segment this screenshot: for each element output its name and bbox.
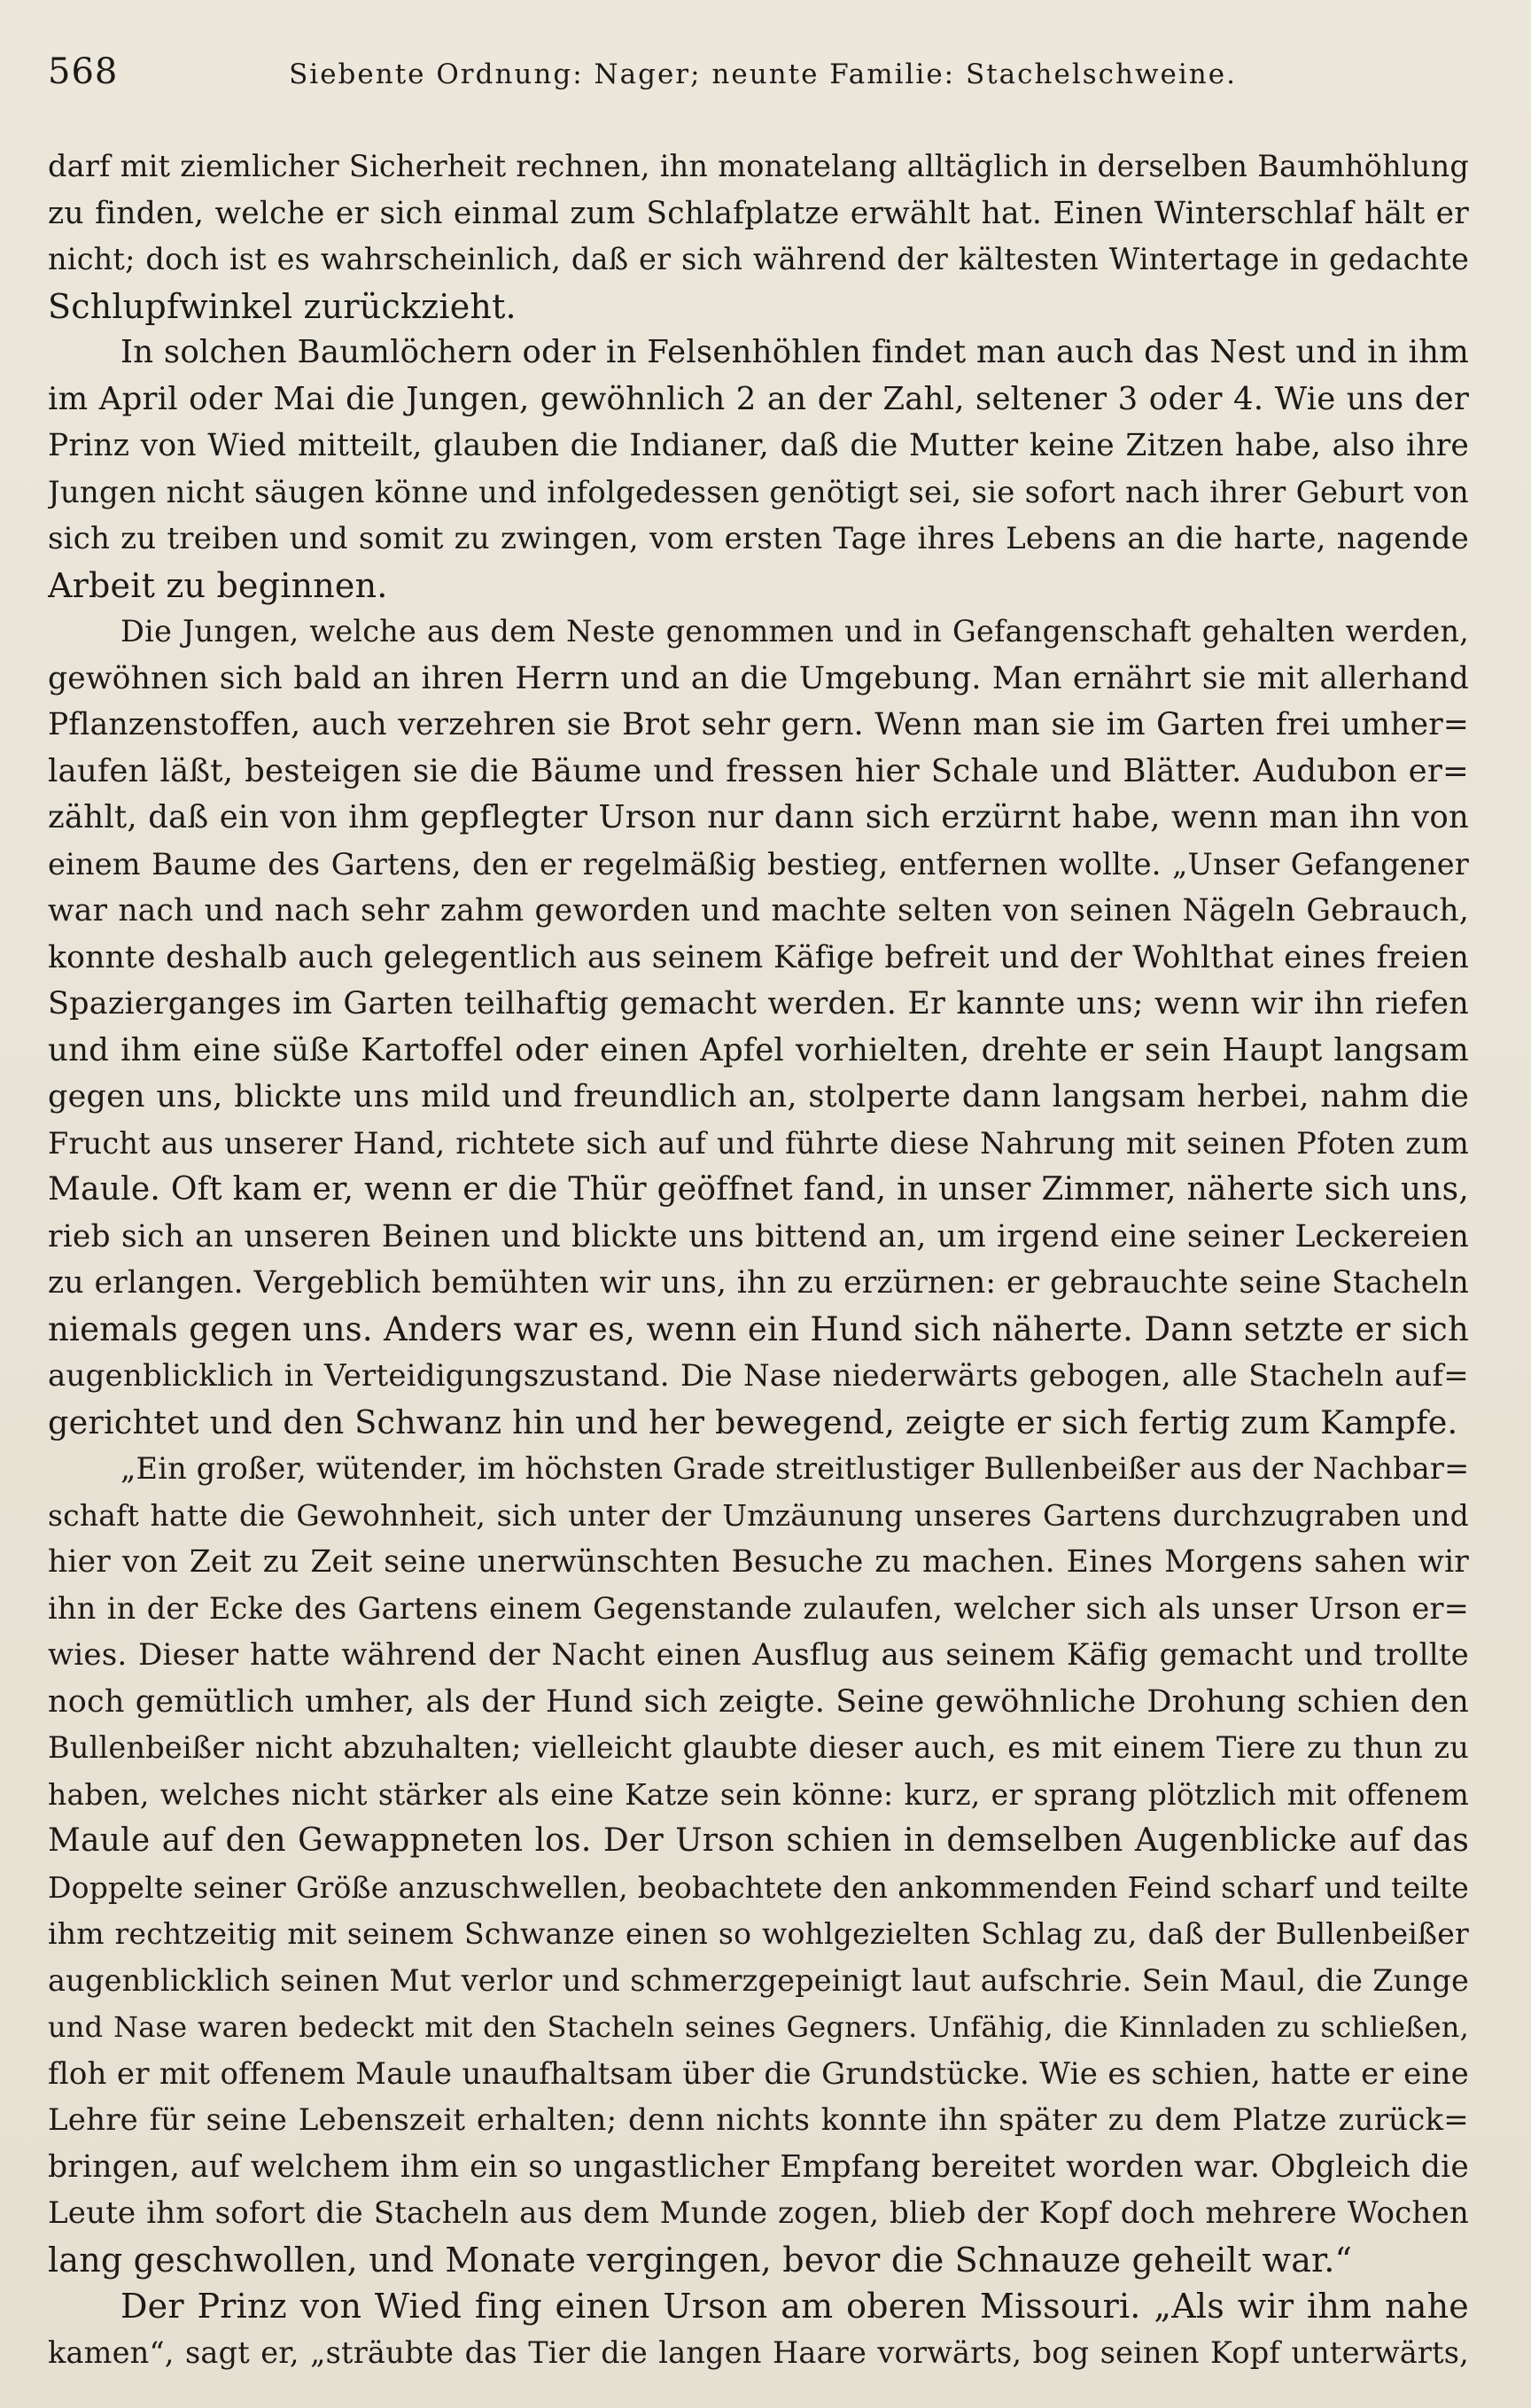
- text-line: einem Baume des Gartens, den er regelmäßig bestieg, entfernen wollte. „Unser Gefangener: [48, 846, 1469, 882]
- text-line: augenblicklich seinen Mut verlor und schmerzgepeinigt laut aufschrie. Sein Maul, die Zunge: [48, 1962, 1469, 1998]
- text-line: zu erlangen. Vergeblich bemühten wir uns, ihn zu erzürnen: er gebrauchte seine Stacheln: [48, 1265, 1469, 1301]
- text-line: haben, welches nicht stärker als eine Katze sein könne: kurz, er sprang plötzlich mit offenem: [48, 1776, 1469, 1812]
- text-line: Pflanzenstoffen, auch verzehren sie Brot sehr gern. Wenn man sie im Garten frei umher=: [48, 707, 1469, 742]
- text-line: ihn in der Ecke des Gartens einem Gegenstande zulaufen, welcher sich als unser Urson er=: [48, 1590, 1469, 1626]
- text-line: noch gemütlich umher, als der Hund sich zeigte. Seine gewöhnliche Drohung schien den: [48, 1683, 1469, 1720]
- text-line: Maule. Oft kam er, wenn er die Thür geöffnet fand, in unser Zimmer, näherte sich uns,: [48, 1171, 1469, 1208]
- text-line: Schlupfwinkel zurückzieht.: [48, 286, 517, 326]
- text-line: sich zu treiben und somit zu zwingen, vom ersten Tage ihres Lebens an die harte, nagende: [48, 521, 1469, 556]
- text-line: zu finden, welche er sich einmal zum Schlafplatze erwählt hat. Einen Winterschlaf hält er: [48, 195, 1469, 231]
- text-line: Prinz von Wied mitteilt, glauben die Indianer, daß die Mutter keine Zitzen habe, also ihre: [48, 428, 1469, 463]
- text-line: Arbeit zu beginnen.: [48, 565, 388, 605]
- text-line: Spazierganges im Garten teilhaftig gemacht werden. Er kannte uns; wenn wir ihn riefen: [48, 986, 1469, 1021]
- text-line: Leute ihm sofort die Stacheln aus dem Munde zogen, blieb der Kopf doch mehrere Wochen: [48, 2195, 1469, 2231]
- text-line: gewöhnen sich bald an ihren Herrn und an die Umgebung. Man ernährt sie mit allerhand: [48, 660, 1469, 696]
- text-line: Lehre für seine Lebenszeit erhalten; denn nichts konnte ihn später zu dem Platze zurück=: [48, 2102, 1469, 2138]
- text-line: Doppelte seiner Größe anzuschwellen, beobachtete den ankommenden Feind scharf und teilte: [48, 1869, 1469, 1905]
- text-line: In solchen Baumlöchern oder in Felsenhöhlen findet man auch das Nest und in ihm: [120, 334, 1469, 370]
- text-line: wies. Dieser hatte während der Nacht einen Ausflug aus seinem Käfig gemacht und trollte: [48, 1637, 1469, 1673]
- text-line: Die Jungen, welche aus dem Neste genommen und in Gefangenschaft gehalten werden,: [120, 614, 1469, 649]
- text-line: Frucht aus unserer Hand, richtete sich auf und führte diese Nahrung mit seinen Pfoten zum: [48, 1125, 1469, 1161]
- text-line: kamen“, sagt er, „sträubte das Tier die langen Haare vorwärts, bog seinen Kopf unterwärts,: [48, 2334, 1469, 2370]
- text-line: und ihm eine süße Kartoffel oder einen Apfel vorhielten, drehte er sein Haupt langsam: [48, 1031, 1469, 1068]
- page-header: [48, 51, 1469, 106]
- page-number: 568: [48, 51, 119, 92]
- text-line: gerichtet und den Schwanz hin und her bewegend, zeigte er sich fertig zum Kampfe.: [48, 1402, 1458, 1441]
- text-line: laufen läßt, besteigen sie die Bäume und fressen hier Schale und Blätter. Audubon er=: [48, 752, 1469, 789]
- text-line: ihm rechtzeitig mit seinem Schwanze einen so wohlgezielten Schlag zu, daß der Bullenbeißer: [48, 1916, 1469, 1951]
- text-line: niemals gegen uns. Anders war es, wenn ein Hund sich näherte. Dann setzte er sich: [48, 1309, 1469, 1348]
- text-line: im April oder Mai die Jungen, gewöhnlich 2 an der Zahl, seltener 3 oder 4. Wie uns der: [48, 380, 1469, 417]
- text-line: Jungen nicht säugen könne und infolgedessen genötigt sei, sie sofort nach ihrer Geburt von: [48, 474, 1469, 510]
- text-line: floh er mit offenem Maule unaufhaltsam über die Grundstücke. Wie es schien, hatte er eine: [48, 2055, 1469, 2092]
- text-line: zählt, daß ein von ihm gepflegter Urson nur dann sich erzürnt habe, wenn man ihn von: [48, 799, 1469, 835]
- body-text: [48, 144, 1469, 2376]
- text-line: konnte deshalb auch gelegentlich aus seinem Käfige befreit und der Wohlthat eines freien: [48, 939, 1469, 975]
- text-line: „Ein großer, wütender, im höchsten Grade streitlustiger Bullenbeißer aus der Nachbar=: [120, 1451, 1469, 1486]
- text-line: schaft hatte die Gewohnheit, sich unter der Umzäunung unseres Gartens durchzugraben und: [48, 1497, 1469, 1533]
- text-line: Maule auf den Gewappneten los. Der Urson schien in demselben Augenblicke auf das: [48, 1822, 1469, 1859]
- running-head: Siebente Ordnung: Nager; neunte Familie: Stachelschweine.: [289, 58, 1237, 90]
- text-line: bringen, auf welchem ihm ein so ungastlicher Empfang bereitet worden war. Obgleich die: [48, 2148, 1469, 2185]
- text-line: nicht; doch ist es wahrscheinlich, daß er sich während der kältesten Wintertage in gedachte: [48, 242, 1469, 276]
- text-line: war nach und nach sehr zahm geworden und machte selten von seinen Nägeln Gebrauch,: [48, 893, 1469, 928]
- text-line: augenblicklich in Verteidigungszustand. Die Nase niederwärts gebogen, alle Stacheln auf=: [48, 1358, 1469, 1394]
- text-line: gegen uns, blickte uns mild und freundlich an, stolperte dann langsam herbei, nahm die: [48, 1079, 1469, 1115]
- text-line: hier von Zeit zu Zeit seine unerwünschten Besuche zu machen. Eines Morgens sahen wir: [48, 1544, 1469, 1580]
- text-line: rieb sich an unseren Beinen und blickte uns bittend an, um irgend eine seiner Leckereien: [48, 1218, 1469, 1254]
- text-line: und Nase waren bedeckt mit den Stacheln seines Gegners. Unfähig, die Kinnladen zu schließen,: [48, 2010, 1469, 2044]
- text-line: darf mit ziemlicher Sicherheit rechnen, ihn monatelang alltäglich in derselben Baumhöhlung: [48, 149, 1469, 183]
- text-line: lang geschwollen, und Monate vergingen, bevor die Schnauze geheilt war.“: [48, 2240, 1353, 2280]
- text-line: Der Prinz von Wied fing einen Urson am oberen Missouri. „Als wir ihm nahe: [120, 2287, 1469, 2326]
- text-line: Bullenbeißer nicht abzuhalten; vielleicht glaubte dieser auch, es mit einem Tiere zu thun zu: [48, 1730, 1469, 1765]
